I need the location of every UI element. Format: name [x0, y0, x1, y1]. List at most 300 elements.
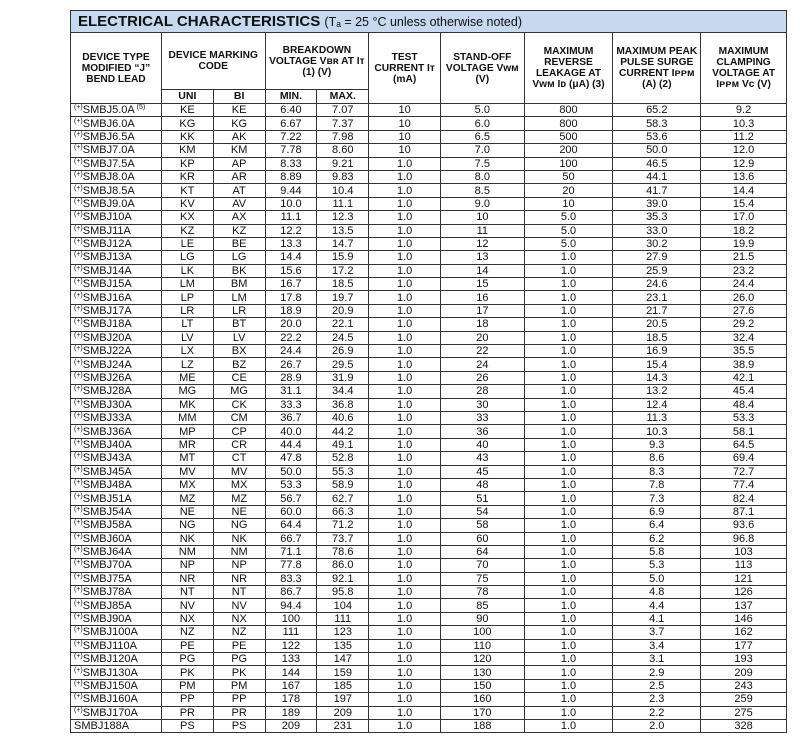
header-device-type: DEVICE TYPE MODIFIED “J” BEND LEAD [71, 33, 162, 104]
cell-clamping-voltage: 45.4 [701, 385, 787, 398]
cell-marking-bi: PM [213, 679, 265, 692]
cell-device-type [71, 291, 162, 304]
cell-test-current: 1.0 [369, 371, 441, 384]
cell-marking-bi: PE [213, 639, 265, 652]
cell-device-type [71, 452, 162, 465]
table-row [71, 331, 787, 344]
prefix-mark: (+) [74, 532, 83, 540]
cell-vbr-max: 73.7 [317, 532, 369, 545]
cell-peak-pulse-current: 30.2 [613, 237, 701, 250]
cell-standoff-voltage: 58 [441, 519, 525, 532]
cell-device-type [71, 170, 162, 183]
cell-vbr-min: 77.8 [265, 559, 317, 572]
cell-vbr-min: 17.8 [265, 291, 317, 304]
cell-standoff-voltage: 48 [441, 478, 525, 491]
device-name: SMBJ12A [82, 238, 132, 251]
cell-device-type [71, 117, 162, 130]
cell-standoff-voltage: 16 [441, 291, 525, 304]
cell-device-type [71, 398, 162, 411]
cell-vbr-max: 197 [317, 693, 369, 706]
table-row [71, 425, 787, 438]
cell-peak-pulse-current: 3.1 [613, 653, 701, 666]
prefix-mark: (+) [74, 693, 83, 701]
cell-marking-bi: LV [213, 331, 265, 344]
cell-marking-uni: NV [161, 599, 213, 612]
cell-peak-pulse-current: 6.2 [613, 532, 701, 545]
cell-test-current: 1.0 [369, 559, 441, 572]
cell-peak-pulse-current: 21.7 [613, 304, 701, 317]
cell-vbr-min: 8.33 [265, 157, 317, 170]
table-row [71, 237, 787, 250]
cell-clamping-voltage: 82.4 [701, 492, 787, 505]
cell-clamping-voltage: 15.4 [701, 197, 787, 210]
cell-vbr-min: 22.2 [265, 331, 317, 344]
table-row [71, 559, 787, 572]
cell-peak-pulse-current: 58.3 [613, 117, 701, 130]
table-row [71, 653, 787, 666]
cell-standoff-voltage: 90 [441, 612, 525, 625]
device-name: SMBJ9.0A [82, 197, 135, 210]
cell-vbr-min: 86.7 [265, 586, 317, 599]
table-row [71, 318, 787, 331]
cell-peak-pulse-current: 8.6 [613, 452, 701, 465]
cell-vbr-max: 20.9 [317, 304, 369, 317]
cell-clamping-voltage: 243 [701, 679, 787, 692]
cell-vbr-max: 185 [317, 679, 369, 692]
cell-clamping-voltage: 10.3 [701, 117, 787, 130]
cell-vbr-max: 71.2 [317, 519, 369, 532]
cell-peak-pulse-current: 39.0 [613, 197, 701, 210]
cell-peak-pulse-current: 10.3 [613, 425, 701, 438]
table-row [71, 519, 787, 532]
cell-marking-bi: CP [213, 425, 265, 438]
device-name: SMBJ43A [82, 452, 132, 465]
prefix-mark: (+) [74, 452, 83, 460]
cell-standoff-voltage: 170 [441, 706, 525, 719]
prefix-mark: (+) [74, 238, 83, 246]
table-row [71, 532, 787, 545]
cell-leakage: 1.0 [524, 304, 613, 317]
cell-test-current: 1.0 [369, 519, 441, 532]
cell-vbr-min: 13.3 [265, 237, 317, 250]
table-row [71, 452, 787, 465]
device-name: SMBJ18A [82, 318, 132, 331]
cell-clamping-voltage: 328 [701, 719, 787, 732]
table-row [71, 170, 787, 183]
cell-device-type [71, 505, 162, 518]
device-name: SMBJ28A [82, 385, 132, 398]
cell-leakage: 5.0 [524, 224, 613, 237]
cell-vbr-max: 15.9 [317, 251, 369, 264]
prefix-mark: (+) [74, 184, 83, 192]
cell-device-type [71, 679, 162, 692]
prefix-mark: (+) [74, 412, 83, 420]
cell-clamping-voltage: 21.5 [701, 251, 787, 264]
cell-vbr-max: 31.9 [317, 371, 369, 384]
cell-leakage: 1.0 [524, 264, 613, 277]
prefix-mark: (+) [74, 117, 83, 125]
device-name: SMBJ8.5A [82, 184, 135, 197]
cell-vbr-max: 44.2 [317, 425, 369, 438]
cell-test-current: 1.0 [369, 184, 441, 197]
cell-device-type [71, 278, 162, 291]
cell-test-current: 1.0 [369, 304, 441, 317]
cell-marking-uni: NP [161, 559, 213, 572]
cell-marking-uni: ME [161, 371, 213, 384]
cell-marking-uni: NG [161, 519, 213, 532]
device-name: SMBJ85A [82, 599, 132, 612]
cell-standoff-voltage: 9.0 [441, 197, 525, 210]
table-row [71, 505, 787, 518]
table-head [71, 11, 787, 104]
cell-vbr-max: 231 [317, 719, 369, 732]
cell-marking-bi: NE [213, 505, 265, 518]
table-row [71, 719, 787, 732]
cell-vbr-min: 122 [265, 639, 317, 652]
device-name: SMBJ13A [82, 251, 132, 264]
cell-standoff-voltage: 188 [441, 719, 525, 732]
cell-standoff-voltage: 6.0 [441, 117, 525, 130]
cell-vbr-max: 78.6 [317, 545, 369, 558]
cell-marking-uni: NZ [161, 626, 213, 639]
cell-test-current: 1.0 [369, 586, 441, 599]
table-row [71, 545, 787, 558]
cell-device-type [71, 478, 162, 491]
cell-clamping-voltage: 162 [701, 626, 787, 639]
cell-peak-pulse-current: 2.9 [613, 666, 701, 679]
cell-vbr-max: 49.1 [317, 438, 369, 451]
cell-vbr-min: 60.0 [265, 505, 317, 518]
table-body [71, 104, 787, 733]
cell-leakage: 1.0 [524, 586, 613, 599]
cell-vbr-max: 26.9 [317, 345, 369, 358]
device-name: SMBJ90A [82, 613, 132, 626]
cell-vbr-max: 7.37 [317, 117, 369, 130]
cell-vbr-min: 14.4 [265, 251, 317, 264]
cell-peak-pulse-current: 2.0 [613, 719, 701, 732]
device-name: SMBJ150A [82, 679, 138, 692]
prefix-mark: (+) [74, 653, 83, 661]
prefix-mark: (+) [74, 666, 83, 674]
table-row [71, 599, 787, 612]
table-row [71, 211, 787, 224]
cell-test-current: 10 [369, 130, 441, 143]
cell-marking-bi: NP [213, 559, 265, 572]
prefix-mark: (+) [74, 345, 83, 353]
table-row [71, 358, 787, 371]
cell-marking-bi: NR [213, 572, 265, 585]
cell-peak-pulse-current: 16.9 [613, 345, 701, 358]
cell-vbr-min: 28.9 [265, 371, 317, 384]
cell-standoff-voltage: 150 [441, 679, 525, 692]
cell-leakage: 1.0 [524, 532, 613, 545]
cell-standoff-voltage: 20 [441, 331, 525, 344]
cell-marking-uni: PP [161, 693, 213, 706]
device-name: SMBJ14A [82, 264, 132, 277]
cell-vbr-min: 94.4 [265, 599, 317, 612]
cell-peak-pulse-current: 4.8 [613, 586, 701, 599]
cell-marking-bi: PS [213, 719, 265, 732]
device-name: SMBJ10A [82, 211, 132, 224]
prefix-mark: (+) [74, 224, 83, 232]
cell-peak-pulse-current: 7.3 [613, 492, 701, 505]
table-row [71, 104, 787, 117]
cell-vbr-min: 64.4 [265, 519, 317, 532]
cell-vbr-max: 135 [317, 639, 369, 652]
cell-peak-pulse-current: 41.7 [613, 184, 701, 197]
device-name: SMBJ45A [82, 465, 132, 478]
cell-vbr-min: 10.0 [265, 197, 317, 210]
cell-vbr-max: 19.7 [317, 291, 369, 304]
cell-vbr-min: 7.22 [265, 130, 317, 143]
cell-clamping-voltage: 137 [701, 599, 787, 612]
cell-test-current: 1.0 [369, 693, 441, 706]
cell-leakage: 1.0 [524, 545, 613, 558]
table-row [71, 371, 787, 384]
cell-test-current: 1.0 [369, 719, 441, 732]
table-row [71, 264, 787, 277]
header-clamping-voltage: MAXIMUM CLAMPING VOLTAGE AT Iᴘᴘᴍ Vᴄ (V) [701, 33, 787, 104]
cell-leakage: 5.0 [524, 237, 613, 250]
cell-vbr-min: 111 [265, 626, 317, 639]
cell-vbr-max: 12.3 [317, 211, 369, 224]
device-name: SMBJ110A [82, 639, 137, 652]
cell-test-current: 1.0 [369, 170, 441, 183]
table-row [71, 465, 787, 478]
cell-vbr-max: 159 [317, 666, 369, 679]
cell-leakage: 1.0 [524, 666, 613, 679]
cell-marking-uni: MX [161, 478, 213, 491]
cell-marking-bi: PP [213, 693, 265, 706]
table-row [71, 345, 787, 358]
device-name: SMBJ40A [82, 438, 132, 451]
device-name: SMBJ20A [82, 331, 132, 344]
device-name: SMBJ7.5A [82, 157, 135, 170]
cell-test-current: 1.0 [369, 331, 441, 344]
cell-vbr-min: 100 [265, 612, 317, 625]
table-title-condition: (Tₐ = 25 °C unless otherwise noted) [324, 15, 522, 29]
cell-leakage: 800 [524, 104, 613, 117]
prefix-mark: (+) [74, 305, 83, 313]
cell-marking-uni: KR [161, 170, 213, 183]
cell-marking-uni: LK [161, 264, 213, 277]
cell-marking-uni: KX [161, 211, 213, 224]
table-row [71, 117, 787, 130]
cell-marking-bi: PR [213, 706, 265, 719]
cell-device-type [71, 385, 162, 398]
prefix-mark: (+) [74, 599, 83, 607]
cell-leakage: 50 [524, 170, 613, 183]
cell-peak-pulse-current: 8.3 [613, 465, 701, 478]
cell-test-current: 1.0 [369, 264, 441, 277]
table-row [71, 693, 787, 706]
cell-peak-pulse-current: 6.4 [613, 519, 701, 532]
table-row [71, 184, 787, 197]
prefix-mark: (+) [74, 211, 83, 219]
cell-standoff-voltage: 120 [441, 653, 525, 666]
cell-standoff-voltage: 64 [441, 545, 525, 558]
cell-clamping-voltage: 12.0 [701, 144, 787, 157]
cell-clamping-voltage: 24.4 [701, 278, 787, 291]
prefix-mark: (+) [74, 171, 83, 179]
cell-leakage: 1.0 [524, 318, 613, 331]
cell-device-type [71, 345, 162, 358]
cell-marking-uni: PG [161, 653, 213, 666]
cell-marking-uni: MZ [161, 492, 213, 505]
prefix-mark: (+) [74, 639, 83, 647]
device-name: SMBJ11A [82, 224, 131, 237]
header-min: MIN. [265, 90, 317, 104]
table-title-bar [71, 11, 787, 33]
cell-vbr-min: 18.9 [265, 304, 317, 317]
cell-clamping-voltage: 93.6 [701, 519, 787, 532]
device-name: SMBJ5.0A [82, 104, 135, 117]
cell-test-current: 1.0 [369, 438, 441, 451]
cell-standoff-voltage: 51 [441, 492, 525, 505]
cell-vbr-min: 66.7 [265, 532, 317, 545]
cell-peak-pulse-current: 35.3 [613, 211, 701, 224]
table-row [71, 679, 787, 692]
cell-test-current: 1.0 [369, 251, 441, 264]
cell-test-current: 1.0 [369, 385, 441, 398]
cell-vbr-min: 31.1 [265, 385, 317, 398]
cell-peak-pulse-current: 5.0 [613, 572, 701, 585]
prefix-mark: (+) [74, 706, 83, 714]
cell-marking-uni: LV [161, 331, 213, 344]
cell-marking-bi: NM [213, 545, 265, 558]
device-name: SMBJ24A [82, 358, 132, 371]
cell-clamping-voltage: 209 [701, 666, 787, 679]
cell-marking-bi: AR [213, 170, 265, 183]
cell-standoff-voltage: 28 [441, 385, 525, 398]
cell-test-current: 1.0 [369, 612, 441, 625]
cell-device-type [71, 639, 162, 652]
header-breakdown-voltage: BREAKDOWN VOLTAGE Vʙʀ AT Iᴛ (1) (V) [265, 33, 369, 90]
cell-device-type [71, 371, 162, 384]
cell-marking-uni: KP [161, 157, 213, 170]
footnote-mark: (5) [134, 104, 146, 112]
cell-test-current: 1.0 [369, 157, 441, 170]
cell-test-current: 1.0 [369, 626, 441, 639]
cell-standoff-voltage: 11 [441, 224, 525, 237]
cell-leakage: 500 [524, 130, 613, 143]
prefix-mark: (+) [74, 144, 83, 152]
cell-vbr-min: 11.1 [265, 211, 317, 224]
prefix-mark: (+) [74, 586, 83, 594]
table-row [71, 130, 787, 143]
cell-leakage: 20 [524, 184, 613, 197]
prefix-mark: (+) [74, 626, 83, 634]
cell-device-type [71, 144, 162, 157]
cell-standoff-voltage: 130 [441, 666, 525, 679]
cell-peak-pulse-current: 46.5 [613, 157, 701, 170]
cell-marking-uni: NM [161, 545, 213, 558]
cell-test-current: 1.0 [369, 291, 441, 304]
header-standoff-voltage: STAND-OFF VOLTAGE Vᴡᴍ (V) [441, 33, 525, 104]
cell-vbr-max: 11.1 [317, 197, 369, 210]
header-max: MAX. [317, 90, 369, 104]
cell-leakage: 1.0 [524, 438, 613, 451]
cell-vbr-min: 16.7 [265, 278, 317, 291]
cell-peak-pulse-current: 50.0 [613, 144, 701, 157]
cell-vbr-min: 33.3 [265, 398, 317, 411]
prefix-mark: (+) [74, 358, 83, 366]
cell-peak-pulse-current: 65.2 [613, 104, 701, 117]
cell-marking-bi: AP [213, 157, 265, 170]
device-name: SMBJ60A [82, 532, 132, 545]
cell-vbr-max: 58.9 [317, 478, 369, 491]
table-row [71, 666, 787, 679]
cell-clamping-voltage: 27.6 [701, 304, 787, 317]
cell-marking-bi: KG [213, 117, 265, 130]
cell-peak-pulse-current: 3.7 [613, 626, 701, 639]
cell-marking-bi: BM [213, 278, 265, 291]
cell-marking-uni: NT [161, 586, 213, 599]
cell-vbr-min: 83.3 [265, 572, 317, 585]
cell-marking-uni: KG [161, 117, 213, 130]
header-uni: UNI [161, 90, 213, 104]
cell-standoff-voltage: 100 [441, 626, 525, 639]
cell-leakage: 1.0 [524, 679, 613, 692]
header-bi: BI [213, 90, 265, 104]
header-peak-pulse-current: MAXIMUM PEAK PULSE SURGE CURRENT Iᴘᴘᴍ (A) (2) [613, 33, 701, 104]
device-name: SMBJ54A [82, 505, 132, 518]
cell-marking-uni: MK [161, 398, 213, 411]
prefix-mark: (+) [74, 197, 83, 205]
cell-vbr-max: 14.7 [317, 237, 369, 250]
device-name: SMBJ51A [82, 492, 132, 505]
table-row [71, 626, 787, 639]
table-row [71, 639, 787, 652]
cell-device-type [71, 693, 162, 706]
cell-device-type [71, 612, 162, 625]
cell-clamping-voltage: 13.6 [701, 170, 787, 183]
cell-leakage: 1.0 [524, 719, 613, 732]
cell-marking-bi: CE [213, 371, 265, 384]
cell-standoff-voltage: 6.5 [441, 130, 525, 143]
cell-marking-uni: KE [161, 104, 213, 117]
cell-marking-uni: KT [161, 184, 213, 197]
cell-test-current: 1.0 [369, 345, 441, 358]
cell-marking-uni: LG [161, 251, 213, 264]
prefix-mark: (+) [74, 291, 83, 299]
cell-clamping-voltage: 42.1 [701, 371, 787, 384]
cell-clamping-voltage: 53.3 [701, 411, 787, 424]
cell-device-type [71, 104, 162, 117]
cell-clamping-voltage: 113 [701, 559, 787, 572]
cell-vbr-max: 111 [317, 612, 369, 625]
cell-standoff-voltage: 5.0 [441, 104, 525, 117]
table-row [71, 157, 787, 170]
cell-standoff-voltage: 43 [441, 452, 525, 465]
cell-leakage: 1.0 [524, 519, 613, 532]
cell-marking-bi: KM [213, 144, 265, 157]
cell-peak-pulse-current: 44.1 [613, 170, 701, 183]
cell-vbr-min: 144 [265, 666, 317, 679]
prefix-mark: (+) [74, 385, 83, 393]
cell-leakage: 1.0 [524, 492, 613, 505]
cell-vbr-min: 71.1 [265, 545, 317, 558]
cell-vbr-max: 123 [317, 626, 369, 639]
cell-device-type [71, 264, 162, 277]
cell-leakage: 1.0 [524, 371, 613, 384]
cell-vbr-max: 8.60 [317, 144, 369, 157]
cell-marking-bi: NG [213, 519, 265, 532]
cell-device-type [71, 331, 162, 344]
cell-peak-pulse-current: 25.9 [613, 264, 701, 277]
device-name: SMBJ188A [74, 720, 130, 733]
table-row [71, 197, 787, 210]
